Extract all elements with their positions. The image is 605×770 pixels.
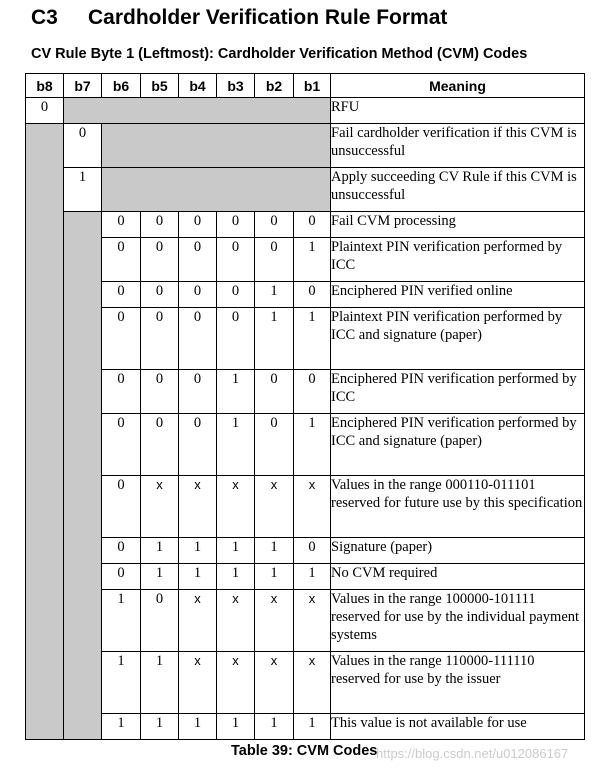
- meaning-cell: Enciphered PIN verification performed by ICC and signature (paper): [331, 414, 585, 476]
- meaning-cell: Plaintext PIN verification performed by ICC and signature (paper): [331, 308, 585, 370]
- header-b4: b4: [179, 74, 217, 98]
- bit-cell-b2: x: [255, 476, 294, 538]
- header-b1: b1: [294, 74, 331, 98]
- cvm-codes-table: [25, 73, 585, 740]
- header-meaning: Meaning: [331, 74, 585, 98]
- shaded-cell-b8: [26, 124, 64, 740]
- table-row: [26, 652, 585, 714]
- meaning-cell: Signature (paper): [331, 538, 585, 564]
- bit-cell-b5: 1: [141, 652, 179, 714]
- bit-cell-b6: 0: [102, 414, 141, 476]
- table-row: [26, 476, 585, 538]
- bit-cell-b3: 1: [217, 414, 255, 476]
- watermark-url: https://blog.csdn.net/u012086167: [376, 746, 569, 761]
- meaning-cell: No CVM required: [331, 564, 585, 590]
- table-row: [26, 538, 585, 564]
- meaning-cell: Fail cardholder verification if this CVM is unsuccessful: [331, 124, 585, 168]
- shaded-cell: [64, 98, 331, 124]
- bit-cell-b5: 1: [141, 564, 179, 590]
- bit-cell-b1: x: [294, 476, 331, 538]
- bit-cell-b5: 0: [141, 370, 179, 414]
- shaded-cell-b7: [64, 212, 102, 740]
- b8-cell: 0: [26, 98, 64, 124]
- table-row-rfu: [26, 98, 585, 124]
- bit-cell-b3: x: [217, 652, 255, 714]
- bit-cell-b6: 1: [102, 652, 141, 714]
- table-row: [26, 238, 585, 282]
- bit-cell-b5: 0: [141, 308, 179, 370]
- header-b5: b5: [141, 74, 179, 98]
- bit-cell-b4: 1: [179, 538, 217, 564]
- bit-cell-b5: 0: [141, 212, 179, 238]
- table-row: [26, 282, 585, 308]
- bit-cell-b1: x: [294, 590, 331, 652]
- bit-cell-b4: 0: [179, 308, 217, 370]
- bit-cell-b5: 1: [141, 538, 179, 564]
- shaded-cell: [102, 168, 331, 212]
- table-row: [26, 714, 585, 740]
- meaning-cell: Fail CVM processing: [331, 212, 585, 238]
- bit-cell-b1: 1: [294, 414, 331, 476]
- bit-cell-b5: 0: [141, 414, 179, 476]
- header-b2: b2: [255, 74, 294, 98]
- bit-cell-b5: 0: [141, 590, 179, 652]
- table-row: [26, 212, 585, 238]
- header-b3: b3: [217, 74, 255, 98]
- bit-cell-b1: 0: [294, 282, 331, 308]
- bit-cell-b5: 0: [141, 238, 179, 282]
- bit-cell-b4: x: [179, 652, 217, 714]
- bit-cell-b5: 1: [141, 714, 179, 740]
- bit-cell-b4: x: [179, 476, 217, 538]
- bit-cell-b3: 0: [217, 282, 255, 308]
- bit-cell-b1: 0: [294, 538, 331, 564]
- section-number: C3: [31, 6, 58, 29]
- bit-cell-b4: 0: [179, 238, 217, 282]
- bit-cell-b3: 0: [217, 238, 255, 282]
- bit-cell-b4: 0: [179, 212, 217, 238]
- bit-cell-b1: 0: [294, 370, 331, 414]
- table-subtitle: CV Rule Byte 1 (Leftmost): Cardholder Verification Method (CVM) Codes: [31, 46, 528, 62]
- bit-cell-b6: 0: [102, 370, 141, 414]
- bit-cell-b3: x: [217, 590, 255, 652]
- bit-cell-b2: 0: [255, 370, 294, 414]
- bit-cell-b2: x: [255, 652, 294, 714]
- table-row: [26, 370, 585, 414]
- header-row: [26, 74, 585, 98]
- bit-cell-b6: 0: [102, 308, 141, 370]
- bit-cell-b2: 0: [255, 414, 294, 476]
- bit-cell-b1: 1: [294, 308, 331, 370]
- bit-cell-b4: 1: [179, 564, 217, 590]
- meaning-cell: RFU: [331, 98, 585, 124]
- meaning-cell: Values in the range 000110-011101 reserved for future use by this specification: [331, 476, 585, 538]
- bit-cell-b3: 0: [217, 212, 255, 238]
- meaning-cell: Enciphered PIN verified online: [331, 282, 585, 308]
- bit-cell-b3: 1: [217, 564, 255, 590]
- bit-cell-b6: 0: [102, 238, 141, 282]
- meaning-cell: Apply succeeding CV Rule if this CVM is unsuccessful: [331, 168, 585, 212]
- bit-cell-b6: 0: [102, 212, 141, 238]
- bit-cell-b3: 1: [217, 538, 255, 564]
- shaded-cell: [102, 124, 331, 168]
- bit-cell-b2: 1: [255, 282, 294, 308]
- bit-cell-b1: 1: [294, 714, 331, 740]
- meaning-cell: Plaintext PIN verification performed by ICC: [331, 238, 585, 282]
- bit-cell-b4: 0: [179, 370, 217, 414]
- bit-cell-b6: 0: [102, 538, 141, 564]
- bit-cell-b2: 1: [255, 308, 294, 370]
- bit-cell-b4: 1: [179, 714, 217, 740]
- bit-cell-b2: 1: [255, 538, 294, 564]
- bit-cell-b5: 0: [141, 282, 179, 308]
- table-row: [26, 414, 585, 476]
- bit-cell-b5: x: [141, 476, 179, 538]
- bit-cell-b1: 0: [294, 212, 331, 238]
- bit-cell-b3: 1: [217, 714, 255, 740]
- bit-cell-b2: 1: [255, 714, 294, 740]
- bit-cell-b4: x: [179, 590, 217, 652]
- bit-cell-b1: 1: [294, 238, 331, 282]
- meaning-cell: This value is not available for use: [331, 714, 585, 740]
- bit-cell-b2: x: [255, 590, 294, 652]
- meaning-cell: Enciphered PIN verification performed by ICC: [331, 370, 585, 414]
- bit-cell-b6: 0: [102, 282, 141, 308]
- bit-cell-b6: 1: [102, 590, 141, 652]
- bit-cell-b6: 0: [102, 564, 141, 590]
- bit-cell-b4: 0: [179, 414, 217, 476]
- meaning-cell: Values in the range 110000-111110 reserved for use by the issuer: [331, 652, 585, 714]
- bit-cell-b3: 0: [217, 308, 255, 370]
- bit-cell-b2: 0: [255, 212, 294, 238]
- bit-cell-b1: 1: [294, 564, 331, 590]
- header-b8: b8: [26, 74, 64, 98]
- b7-cell: 0: [64, 124, 102, 168]
- bit-cell-b3: x: [217, 476, 255, 538]
- bit-cell-b3: 1: [217, 370, 255, 414]
- section-title: Cardholder Verification Rule Format: [88, 6, 448, 29]
- header-b6: b6: [102, 74, 141, 98]
- table-row-b7-1: [26, 168, 585, 212]
- bit-cell-b6: 0: [102, 476, 141, 538]
- table-row-b7-0: [26, 124, 585, 168]
- meaning-cell: Values in the range 100000-101111 reserved for use by the individual payment systems: [331, 590, 585, 652]
- bit-cell-b6: 1: [102, 714, 141, 740]
- bit-cell-b1: x: [294, 652, 331, 714]
- bit-cell-b2: 0: [255, 238, 294, 282]
- bit-cell-b4: 0: [179, 282, 217, 308]
- table-row: [26, 590, 585, 652]
- bit-cell-b2: 1: [255, 564, 294, 590]
- table-row: [26, 308, 585, 370]
- b7-cell: 1: [64, 168, 102, 212]
- header-b7: b7: [64, 74, 102, 98]
- table-caption: Table 39: CVM Codes: [231, 743, 378, 759]
- table-row: [26, 564, 585, 590]
